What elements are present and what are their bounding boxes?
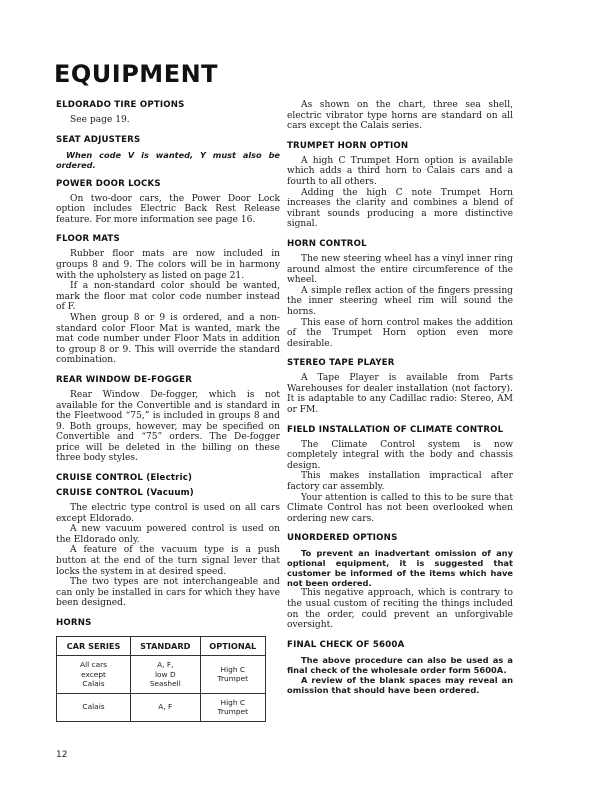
right-column <box>287 100 513 695</box>
stereo-tape-heading: STEREO TAPE PLAYER <box>287 358 395 369</box>
horn-control-paragraph: The new steering wheel has a vinyl inner ring around almost the entire circumference of the wheel. <box>287 253 513 286</box>
horns-heading: HORNS <box>56 618 92 628</box>
left-column <box>56 100 280 722</box>
seat-adjusters-note: When code V is wanted, Y must also be ordered. <box>56 149 280 170</box>
unordered-options-text: This negative approach, which is contrary to the usual custom of reciting the things included on the order, could prevent an unforgivable oversight. <box>287 588 513 631</box>
cell-line: All cars <box>80 660 108 669</box>
cell-line: except <box>81 669 106 679</box>
stereo-tape-text: A Tape Player is available from Parts Warehouses for dealer installation (not factory). It is adaptable to any Cadillac radio: Stereo, AM or FM. <box>287 373 513 416</box>
floor-mats-paragraph: Rubber floor mats are now included in groups 8 and 9. The colors will be in harmony with the upholstery as listed on page 21. <box>56 249 280 281</box>
floor-mats-paragraph: When group 8 or 9 is ordered, and a non-standard color Floor Mat is wanted, mark the mat code number under Floor Mats in addition to group 8 or 9. This will override the standard combination. <box>56 312 280 366</box>
horns-table <box>56 636 266 722</box>
horn-control-paragraph: This ease of horn control makes the addition of the Trumpet Horn option even more desirable. <box>287 317 513 349</box>
door-locks-heading: POWER DOOR LOCKS <box>56 178 161 189</box>
horn-control-paragraph: A simple reflex action of the fingers pressing the inner steering wheel rim will sound the horns. <box>287 285 513 317</box>
trumpet-horn-heading: TRUMPET HORN OPTION <box>287 140 409 151</box>
floor-mats-heading: FLOOR MATS <box>56 234 120 245</box>
cell-line: low D <box>154 669 176 679</box>
page-number: 12 <box>56 750 68 760</box>
cell-line: Trumpet <box>217 707 249 716</box>
cruise-paragraph: A feature of the vacuum type is a push button at the end of the turn signal lever that locks the system in at desired speed. <box>56 545 280 577</box>
cell-line: High C <box>220 664 246 674</box>
cruise-electric-heading: CRUISE CONTROL (Electric) <box>56 473 193 484</box>
tire-options-heading: ELDORADO TIRE OPTIONS <box>56 100 185 110</box>
climate-control-heading: FIELD INSTALLATION OF CLIMATE CONTROL <box>287 424 504 435</box>
tire-options-text: See page 19. <box>70 115 130 125</box>
unordered-options-heading: UNORDERED OPTIONS <box>287 533 398 544</box>
defogger-heading: REAR WINDOW DE-FOGGER <box>56 374 193 385</box>
cell-line: Calais <box>82 679 105 688</box>
climate-control-paragraph: This makes installation impractical after factory car assembly. <box>287 471 513 493</box>
cruise-paragraph: A new vacuum powered control is used on the Eldorado only. <box>56 524 280 545</box>
cruise-vacuum-heading: CRUISE CONTROL (Vacuum) <box>56 488 194 499</box>
cruise-paragraph: The two types are not interchangeable and can only be installed in cars for which they have been designed. <box>56 577 280 609</box>
cell-line: Trumpet <box>217 674 249 684</box>
trumpet-horn-paragraph: A high C Trumpet Horn option is available which adds a third horn to Calais cars and a fourth to all others. <box>287 155 513 187</box>
column-header: OPTIONAL <box>200 637 265 656</box>
unordered-options-bold-text: To prevent an inadvertant omission of any optional equipment, it is suggested that customer be informed of the items which have not been ordered. <box>287 548 513 589</box>
trumpet-horn-paragraph: Adding the high C note Trumpet Horn increases the clarity and combines a blend of vibrant sounds producing a more distinctive signal. <box>287 187 513 230</box>
cell-line: High C <box>220 697 246 707</box>
cell-line: Calais <box>82 702 105 712</box>
standard-cell <box>131 656 201 694</box>
cell-line: A, F <box>158 702 173 712</box>
final-check-bold-text: A review of the blank spaces may reveal an omission that should have been ordered. <box>287 674 513 695</box>
cell-line: A, F, <box>157 660 174 669</box>
optional-cell <box>200 693 265 721</box>
floor-mats-paragraph: If a non-standard color should be wanted, mark the floor mat color code number instead of F. <box>56 281 280 313</box>
climate-control-paragraph: Your attention is called to this to be sure that Climate Control has not been overlooked when ordering new cars. <box>287 492 513 524</box>
standard-cell <box>131 693 201 721</box>
cell-line: Seashell <box>149 679 181 688</box>
optional-cell <box>200 656 265 694</box>
page-title: EQUIPMENT <box>54 60 219 88</box>
defogger-text: Rear Window De-fogger, which is not available for the Convertible and is standard in the Fleetwood “75,” is included in groups 8 and 9. Both groups, however, may be specified on Convertible and “75” orders. The De-fogger price will be deleted in the billing on these three body styles. <box>56 389 280 464</box>
final-check-heading: FINAL CHECK OF 5600A <box>287 639 405 650</box>
car-series-cell <box>57 656 131 694</box>
car-series-cell <box>57 693 131 721</box>
climate-control-paragraph: The Climate Control system is now completely integral with the body and chassis design. <box>287 439 513 471</box>
column-header: CAR SERIES <box>57 637 131 656</box>
seat-adjusters-heading: SEAT ADJUSTERS <box>56 134 141 145</box>
door-locks-text: On two-door cars, the Power Door Lock option includes Electric Back Rest Release feature. For more information see page 16. <box>56 193 280 225</box>
final-check-bold-text: The above procedure can also be used as a final check of the wholesale order form 5600A. <box>287 654 513 675</box>
horn-control-heading: HORN CONTROL <box>287 238 367 249</box>
horns-intro-text: As shown on the chart, three sea shell, electric vibrator type horns are standard on all cars except the Calais series. <box>287 100 513 132</box>
column-header: STANDARD <box>131 637 201 656</box>
table-row <box>57 656 266 694</box>
table-header-row <box>57 637 266 656</box>
table-row <box>57 693 266 721</box>
cruise-paragraph: The electric type control is used on all cars except Eldorado. <box>56 503 280 524</box>
